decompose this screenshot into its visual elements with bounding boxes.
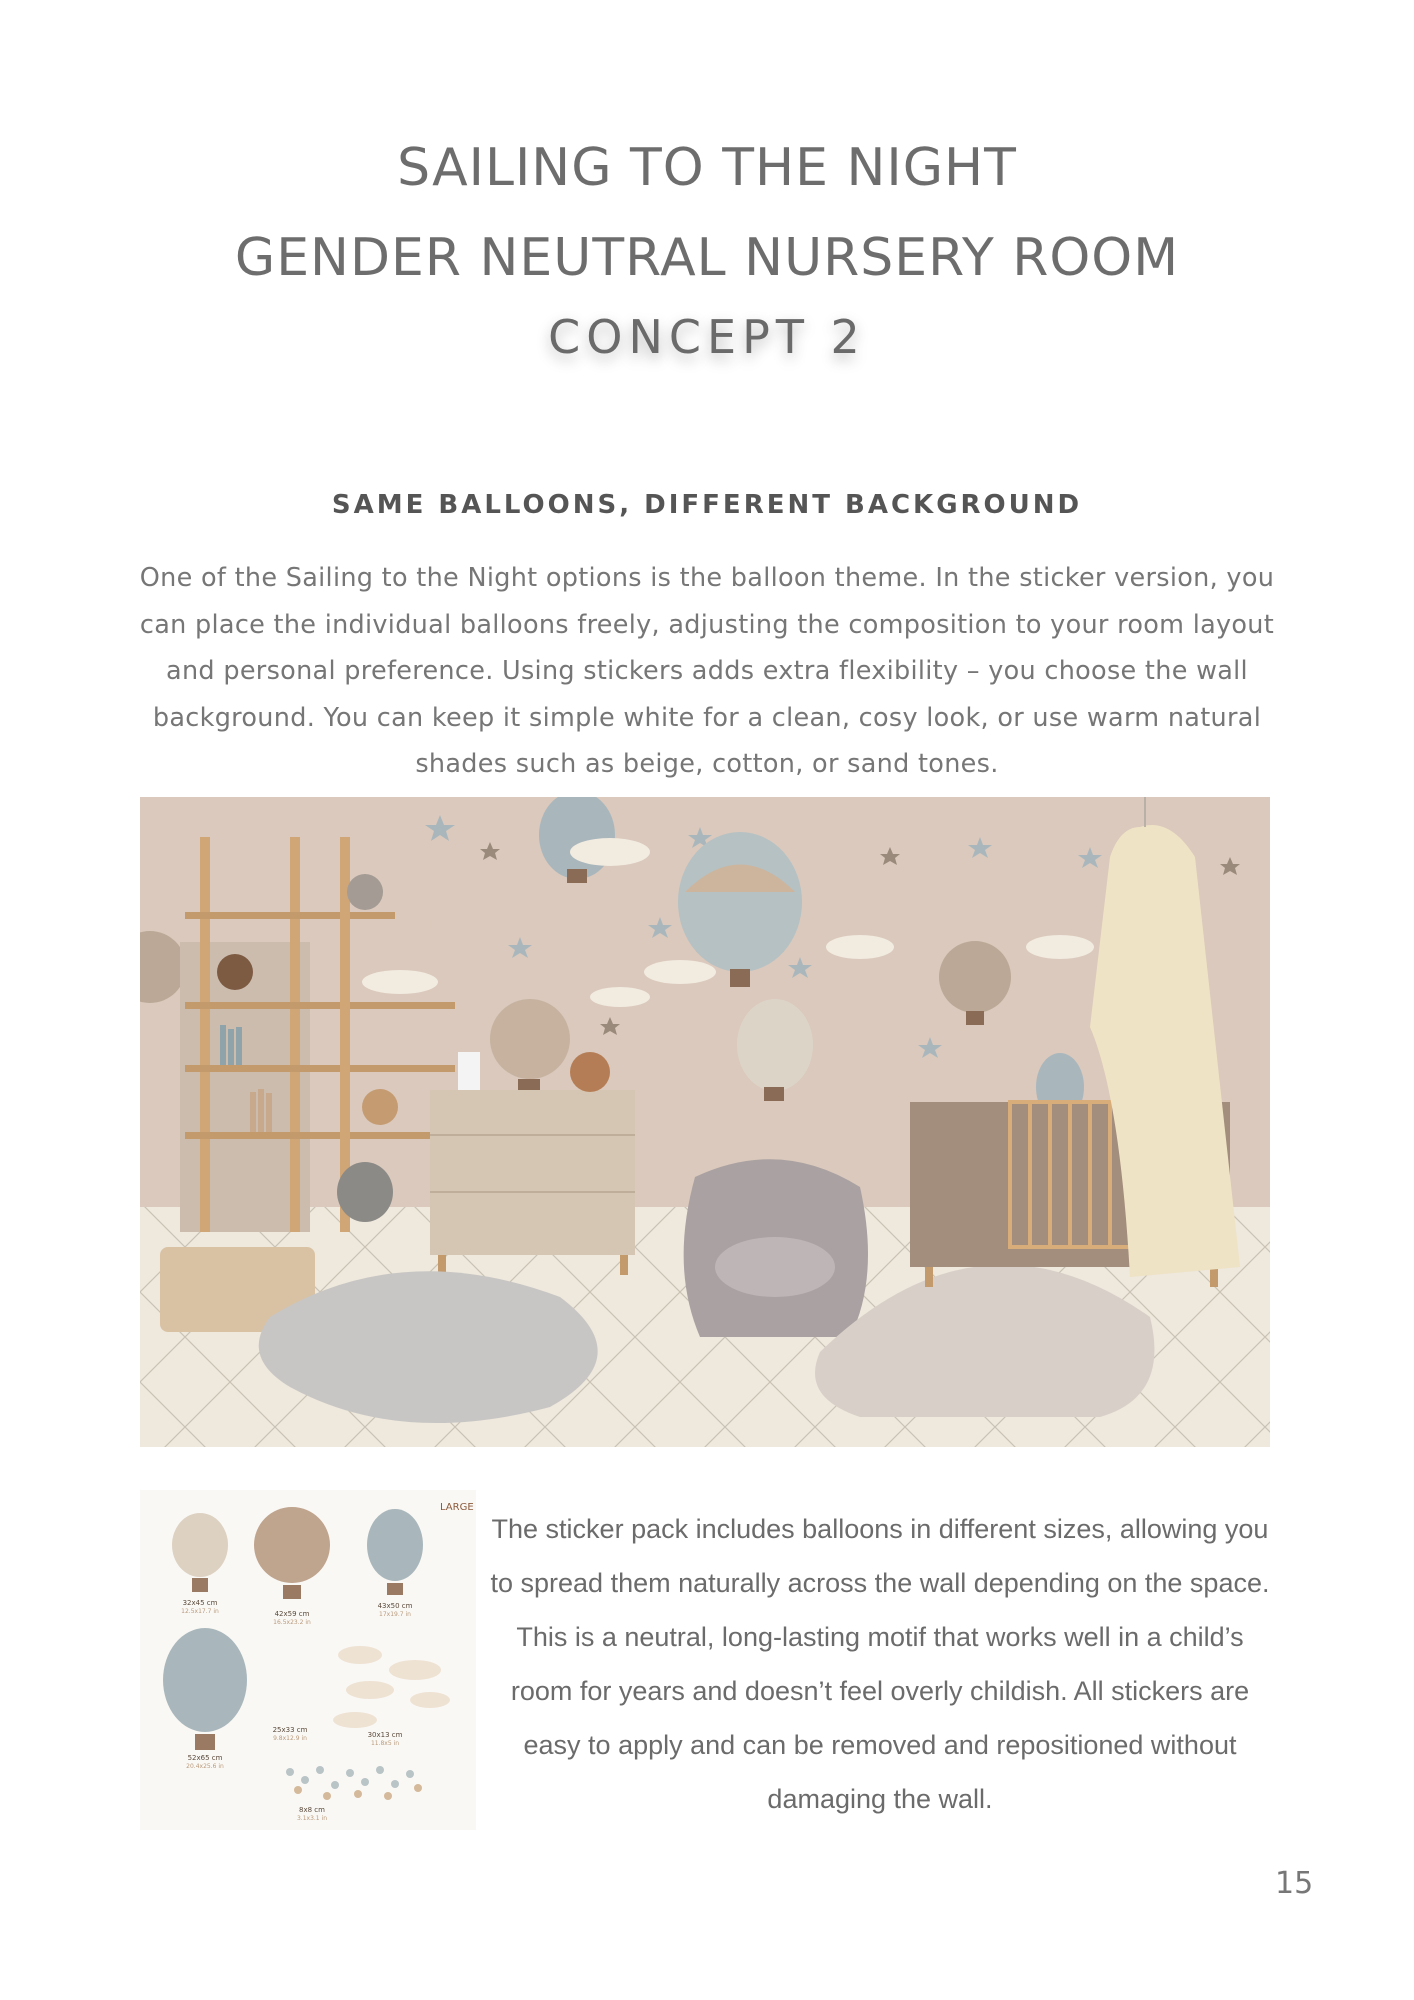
size-sub-1: 16.5x23.2 in [273, 1619, 311, 1626]
title-line-2: GENDER NEUTRAL NURSERY ROOM [234, 228, 1180, 288]
size-sub-3: 9.8x12.9 in [273, 1735, 307, 1742]
size-label-3: 25x33 cm [272, 1726, 308, 1734]
size-label-2: 43x50 cm [377, 1602, 413, 1610]
page-number: 15 [1275, 1866, 1314, 1901]
size-label-4: 30x13 cm [367, 1731, 403, 1739]
size-sub-2: 17x19.7 in [379, 1611, 411, 1618]
size-sub-5: 20.4x25.6 in [186, 1763, 224, 1770]
size-label-6: 8x8 cm [299, 1806, 325, 1814]
description-paragraph: The sticker pack includes balloons in different sizes, allowing you to spread them naturally across the wall depending on the space. This is a neutral, long-lasting motif that works well in a child’s room for years and doesn’t feel overly childish. All stickers are easy to apply and can be removed and repositioned without damaging the wall. [490, 1514, 1270, 1814]
intro-paragraph: One of the Sailing to the Night options is the balloon theme. In the sticker version, you can place the individual balloons freely, adjusting the composition to your room layout and personal preference. Using stickers adds extra flexibility – you choose the wall background. You can keep it simple white for a clean, cosy look, or use warm natural shades such as beige, cotton, or sand tones. [139, 563, 1275, 779]
size-sub-4: 11.8x5 in [370, 1740, 400, 1747]
title-line-1: SAILING TO THE NIGHT [397, 138, 1017, 198]
size-label-1: 42x59 cm [274, 1610, 310, 1618]
size-label-5: 52x65 cm [187, 1754, 223, 1762]
title-line-3: CONCEPT 2 [548, 310, 866, 364]
size-sub-6: 3.1x3.1 in [296, 1815, 328, 1822]
size-label: LARGE [440, 1502, 474, 1513]
size-label-0: 32x45 cm [182, 1599, 218, 1607]
section-heading: SAME BALLOONS, DIFFERENT BACKGROUND [331, 490, 1083, 520]
size-sub-0: 12.5x17.7 in [181, 1608, 219, 1615]
sticker-sheet-image [140, 1490, 476, 1830]
nursery-room-image [140, 797, 1270, 1447]
bean-bag-chair [684, 1159, 868, 1337]
